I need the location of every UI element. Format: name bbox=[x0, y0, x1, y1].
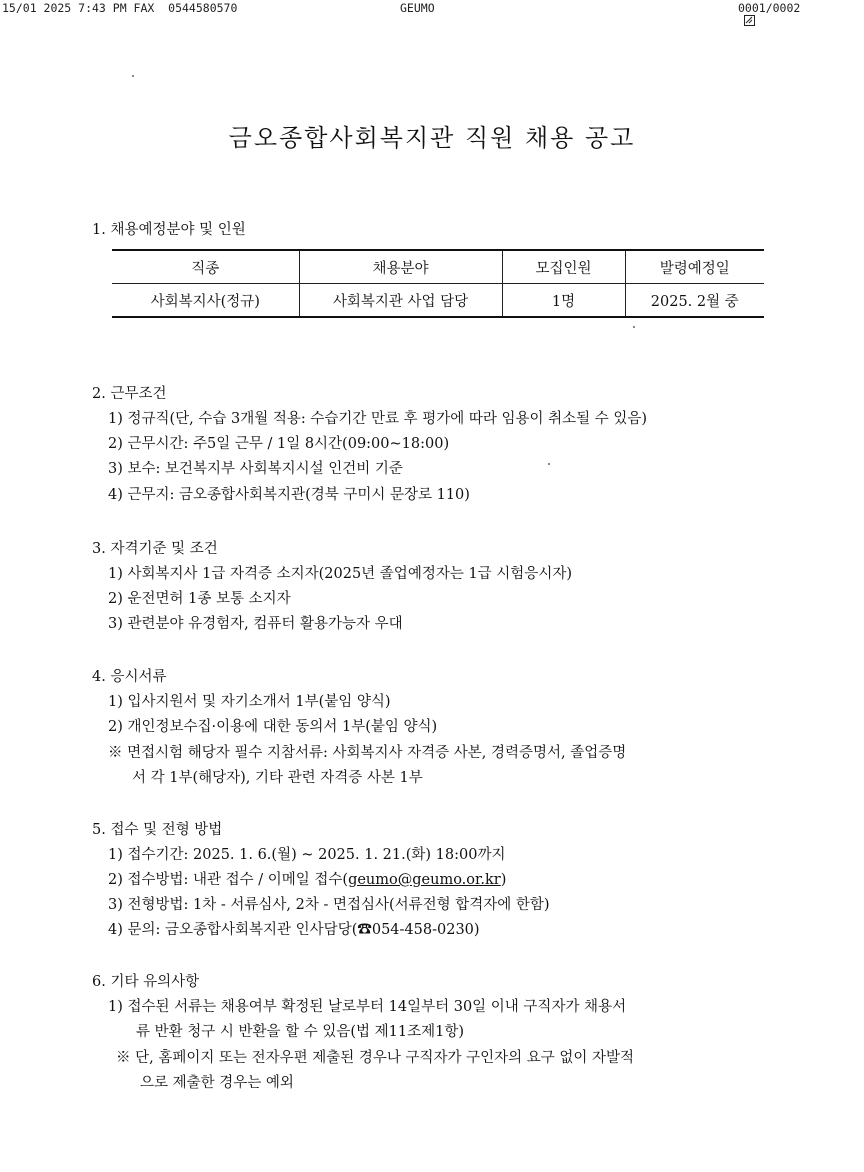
list-item-continuation: 서 각 1부(해당자), 기타 관련 자격증 사본 1부 bbox=[132, 770, 423, 786]
page-title: 금오종합사회복지관 직원 채용 공고 bbox=[228, 124, 636, 152]
list-item-continuation: 류 반환 청구 시 반환을 할 수 있음(법 제11조제1항) bbox=[136, 1024, 464, 1040]
scan-speck bbox=[548, 463, 550, 465]
fax-header bbox=[0, 0, 864, 18]
list-item: 1) 접수된 서류는 채용여부 확정된 날로부터 14일부터 30일 이내 구직자가 채용서 bbox=[108, 999, 627, 1015]
table-header-cell: 직종 bbox=[112, 250, 299, 284]
scan-speck bbox=[633, 326, 635, 328]
table-header-row bbox=[112, 250, 764, 284]
section-2-heading: 2. 근무조건 bbox=[92, 386, 167, 402]
section-6-heading: 6. 기타 유의사항 bbox=[92, 974, 200, 990]
list-item bbox=[108, 868, 506, 889]
list-item: 1) 정규직(단, 수습 3개월 적용: 수습기간 만료 후 평가에 따라 임용이 취소될 수 있음) bbox=[108, 411, 648, 427]
list-item-text: 2) 접수방법: 내관 접수 / 이메일 접수( bbox=[108, 872, 349, 888]
list-item: 2) 운전면허 1종 보통 소지자 bbox=[108, 591, 291, 607]
list-item: 4) 근무지: 금오종합사회복지관(경북 구미시 문장로 110) bbox=[108, 487, 470, 503]
section-1-heading: 1. 채용예정분야 및 인원 bbox=[92, 222, 246, 238]
list-item: 3) 관련분야 유경험자, 컴퓨터 활용가능자 우대 bbox=[108, 616, 403, 632]
list-item: 4) 문의: 금오종합사회복지관 인사담당(☎054-458-0230) bbox=[108, 922, 480, 938]
table-cell: 사회복지관 사업 담당 bbox=[299, 284, 502, 318]
list-item: 3) 전형방법: 1차 - 서류심사, 2차 - 면접심사(서류전형 합격자에 한함) bbox=[108, 897, 550, 913]
list-item: 2) 개인정보수집·이용에 대한 동의서 1부(붙임 양식) bbox=[108, 719, 438, 735]
table-header-cell: 모집인원 bbox=[502, 250, 625, 284]
fax-header-page: 0001/0002 bbox=[738, 1, 801, 15]
list-item: 1) 사회복지사 1급 자격증 소지자(2025년 졸업예정자는 1급 시험응시자) bbox=[108, 566, 572, 582]
list-item-continuation: 으로 제출한 경우는 예외 bbox=[140, 1075, 294, 1091]
list-item: ※ 단, 홈페이지 또는 전자우편 제출된 경우나 구직자가 구인자의 요구 없이 자발적 bbox=[116, 1050, 635, 1066]
table-row bbox=[112, 284, 764, 318]
recruitment-table bbox=[112, 249, 764, 318]
section-4-heading: 4. 응시서류 bbox=[92, 669, 167, 685]
list-item: 1) 입사지원서 및 자기소개서 1부(붙임 양식) bbox=[108, 694, 391, 710]
list-item: 1) 접수기간: 2025. 1. 6.(월) ~ 2025. 1. 21.(화) 18:00까지 bbox=[108, 847, 506, 863]
table-cell: 2025. 2월 중 bbox=[625, 284, 764, 318]
table-header-cell: 채용분야 bbox=[299, 250, 502, 284]
email-link[interactable]: geumo@geumo.or.kr bbox=[348, 872, 501, 888]
fax-header-center: GEUMO bbox=[400, 1, 435, 15]
table-header-cell: 발령예정일 bbox=[625, 250, 764, 284]
list-item: 3) 보수: 보건복지부 사회복지시설 인건비 기준 bbox=[108, 461, 403, 477]
table-cell: 사회복지사(정규) bbox=[112, 284, 299, 318]
list-item: ※ 면접시험 해당자 필수 지참서류: 사회복지사 자격증 사본, 경력증명서, 졸업증명 bbox=[108, 745, 627, 761]
list-item-text: ) bbox=[500, 872, 507, 888]
list-item: 2) 근무시간: 주5일 근무 / 1일 8시간(09:00~18:00) bbox=[108, 436, 450, 452]
section-5-heading: 5. 접수 및 전형 방법 bbox=[92, 822, 223, 838]
table-cell: 1명 bbox=[502, 284, 625, 318]
fax-header-left: 15/01 2025 7:43 PM FAX 0544580570 bbox=[2, 1, 238, 15]
scan-speck bbox=[132, 75, 134, 77]
section-3-heading: 3. 자격기준 및 조건 bbox=[92, 541, 218, 557]
